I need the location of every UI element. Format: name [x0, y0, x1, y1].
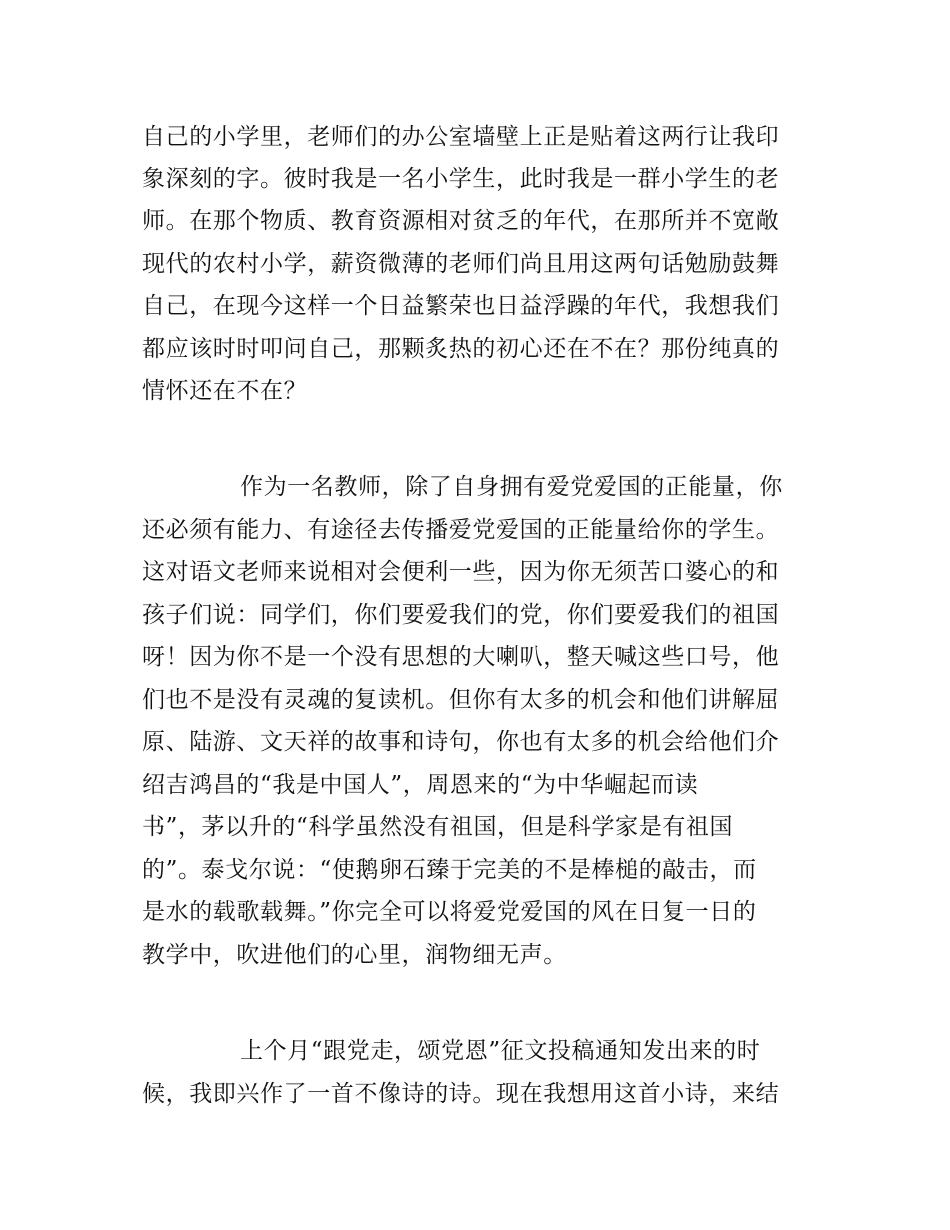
paragraph-1-line-4: 现代的农村小学，薪资微薄的老师们尚且用这两句话勉励鼓舞 [142, 251, 780, 277]
paragraph-2-line-8: 绍吉鸿昌的“我是中国人”，周恩来的“为中华崛起而读 [142, 772, 699, 798]
paragraph-2-line-5: 呀！因为你不是一个没有思想的大喇叭，整天喊这些口号，他 [142, 644, 780, 670]
paragraph-2-line-9: 书”，茅以升的“科学虽然没有祖国，但是科学家是有祖国 [142, 814, 734, 840]
paragraph-1-line-7: 情怀还在不在？ [142, 378, 308, 404]
paragraph-1-line-1: 自己的小学里，老师们的办公室墙壁上正是贴着这两行让我印 [142, 124, 780, 150]
paragraph-2-line-2: 还必须有能力、有途径去传播爱党爱国的正能量给你的学生。 [142, 517, 780, 543]
paragraph-1-line-6: 都应该时时叩问自己，那颗炙热的初心还在不在？那份纯真的 [142, 336, 780, 362]
paragraph-2-line-11: 是水的载歌载舞。”你完全可以将爱党爱国的风在日复一日的 [142, 899, 757, 925]
paragraph-1-line-2: 象深刻的字。彼时我是一名小学生，此时我是一群小学生的老 [142, 166, 780, 192]
paragraph-1-line-3: 师。在那个物质、教育资源相对贫乏的年代，在那所并不宽敞 [142, 208, 780, 234]
paragraph-2-line-4: 孩子们说：同学们，你们要爱我们的党，你们要爱我们的祖国 [142, 602, 780, 628]
paragraph-3-line-2: 候，我即兴作了一首不像诗的诗。现在我想用这首小诗，来结 [142, 1081, 780, 1107]
paragraph-2-line-1: 作为一名教师，除了自身拥有爱党爱国的正能量，你 [240, 474, 783, 500]
paragraph-2-line-12: 教学中，吹进他们的心里，润物细无声。 [142, 942, 567, 968]
paragraph-2-line-6: 们也不是没有灵魂的复读机。但你有太多的机会和他们讲解屈 [142, 687, 780, 713]
paragraph-2-line-10: 的”。泰戈尔说：“使鹅卵石臻于完美的不是棒槌的敲击，而 [142, 857, 757, 883]
paragraph-3-line-1: 上个月“跟党走，颂党恩”征文投稿通知发出来的时 [240, 1038, 761, 1064]
paragraph-2-line-7: 原、陆游、文天祥的故事和诗句，你也有太多的机会给他们介 [142, 729, 780, 755]
paragraph-2-line-3: 这对语文老师来说相对会便利一些，因为你无须苦口婆心的和 [142, 559, 780, 585]
paragraph-1-line-5: 自己，在现今这样一个日益繁荣也日益浮躁的年代，我想我们 [142, 293, 780, 319]
